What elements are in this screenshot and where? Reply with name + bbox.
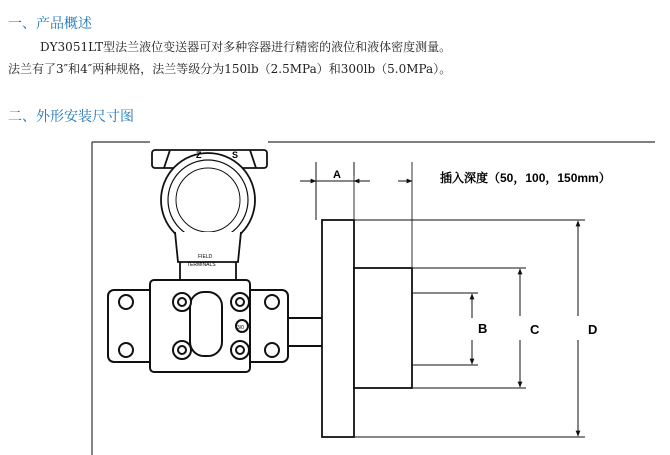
field-terminals-label-line2: TERMINALS [187, 262, 216, 268]
section-heading-overview: 一、产品概述 [8, 16, 92, 32]
label-a: A [333, 169, 341, 181]
housing-mark-s: S [232, 150, 239, 160]
port-mark: 3/0 [237, 325, 244, 331]
label-b: B [478, 321, 488, 336]
dimension-c [412, 268, 526, 388]
mounting-flange [322, 220, 412, 437]
label-c: C [530, 322, 540, 337]
dimension-b [412, 293, 478, 365]
label-d: D [588, 322, 598, 337]
housing-mark-z: Z [196, 150, 202, 160]
overview-line-2: 法兰有了3″和4″两种规格，法兰等级分为150lb（2.5MPa）和300lb（5.0MPa）。 [8, 62, 452, 76]
insertion-depth-label: 插入深度（50，100，150mm） [440, 171, 611, 185]
field-terminals-label-line1: FIELD [198, 254, 213, 260]
sensor-flange-body [108, 280, 358, 372]
overview-line-1: DY3051LT型法兰液位变送器可对多种容器进行精密的液位和液体密度测量。 [40, 40, 452, 54]
section-heading-dimensions: 二、外形安装尺寸图 [8, 109, 134, 125]
